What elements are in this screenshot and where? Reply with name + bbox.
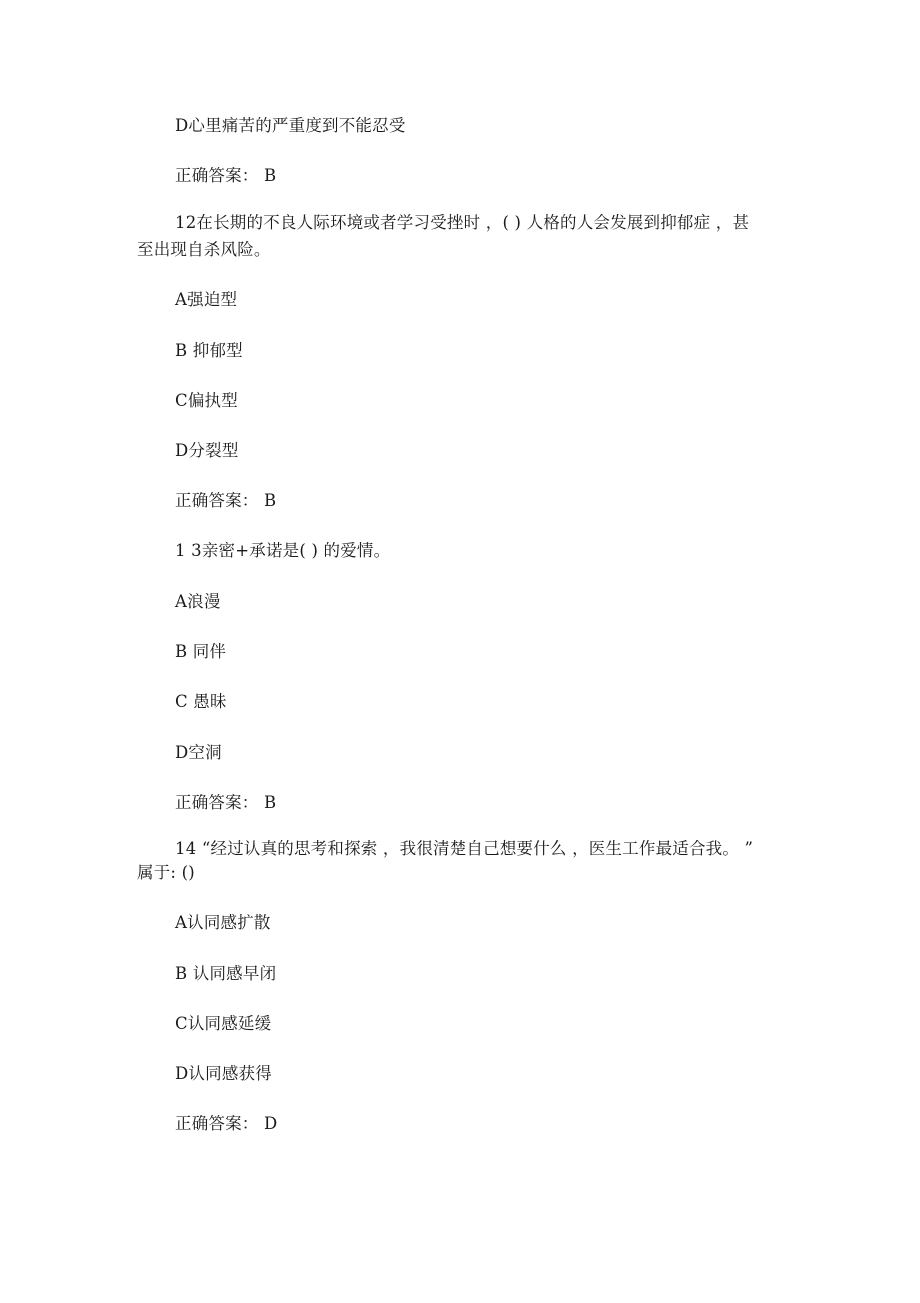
prev-answer: 正确答案： B bbox=[175, 166, 277, 185]
q12-option-c: C偏执型 bbox=[175, 391, 238, 410]
q14-option-c: C认同感延缓 bbox=[175, 1014, 272, 1033]
q12-stem-line1: 12在长期的不良人际环境或者学习受挫时 ，( ) 人格的人会发展到抑郁症 ，甚 bbox=[175, 213, 750, 232]
q13-stem: 1 3亲密+承诺是( ) 的爱情。 bbox=[175, 541, 391, 560]
q12-option-d: D分裂型 bbox=[175, 441, 239, 460]
q12-answer: 正确答案： B bbox=[175, 491, 277, 510]
q13-option-a: A浪漫 bbox=[175, 592, 221, 611]
q12-option-b: B 抑郁型 bbox=[175, 341, 243, 360]
q12-option-a: A强迫型 bbox=[175, 290, 238, 309]
q13-option-d: D空洞 bbox=[175, 743, 222, 762]
q14-option-b: B 认同感早闭 bbox=[175, 964, 277, 983]
q13-option-c: C 愚昧 bbox=[175, 692, 227, 711]
q13-answer: 正确答案： B bbox=[175, 793, 277, 812]
q14-stem-line2: 属于: () bbox=[137, 863, 195, 882]
q13-option-b: B 同伴 bbox=[175, 642, 227, 661]
q14-stem-line1: 14 “经过认真的思考和探索 ，我很清楚自己想要什么 ，医生工作最适合我。 ” bbox=[175, 839, 754, 858]
prev-option-d: D心里痛苦的严重度到不能忍受 bbox=[175, 116, 406, 135]
q14-option-a: A认同感扩散 bbox=[175, 913, 271, 932]
q14-answer: 正确答案： D bbox=[175, 1114, 278, 1133]
q12-stem-line2: 至出现自杀风险。 bbox=[137, 240, 271, 259]
q14-option-d: D认同感获得 bbox=[175, 1064, 272, 1083]
